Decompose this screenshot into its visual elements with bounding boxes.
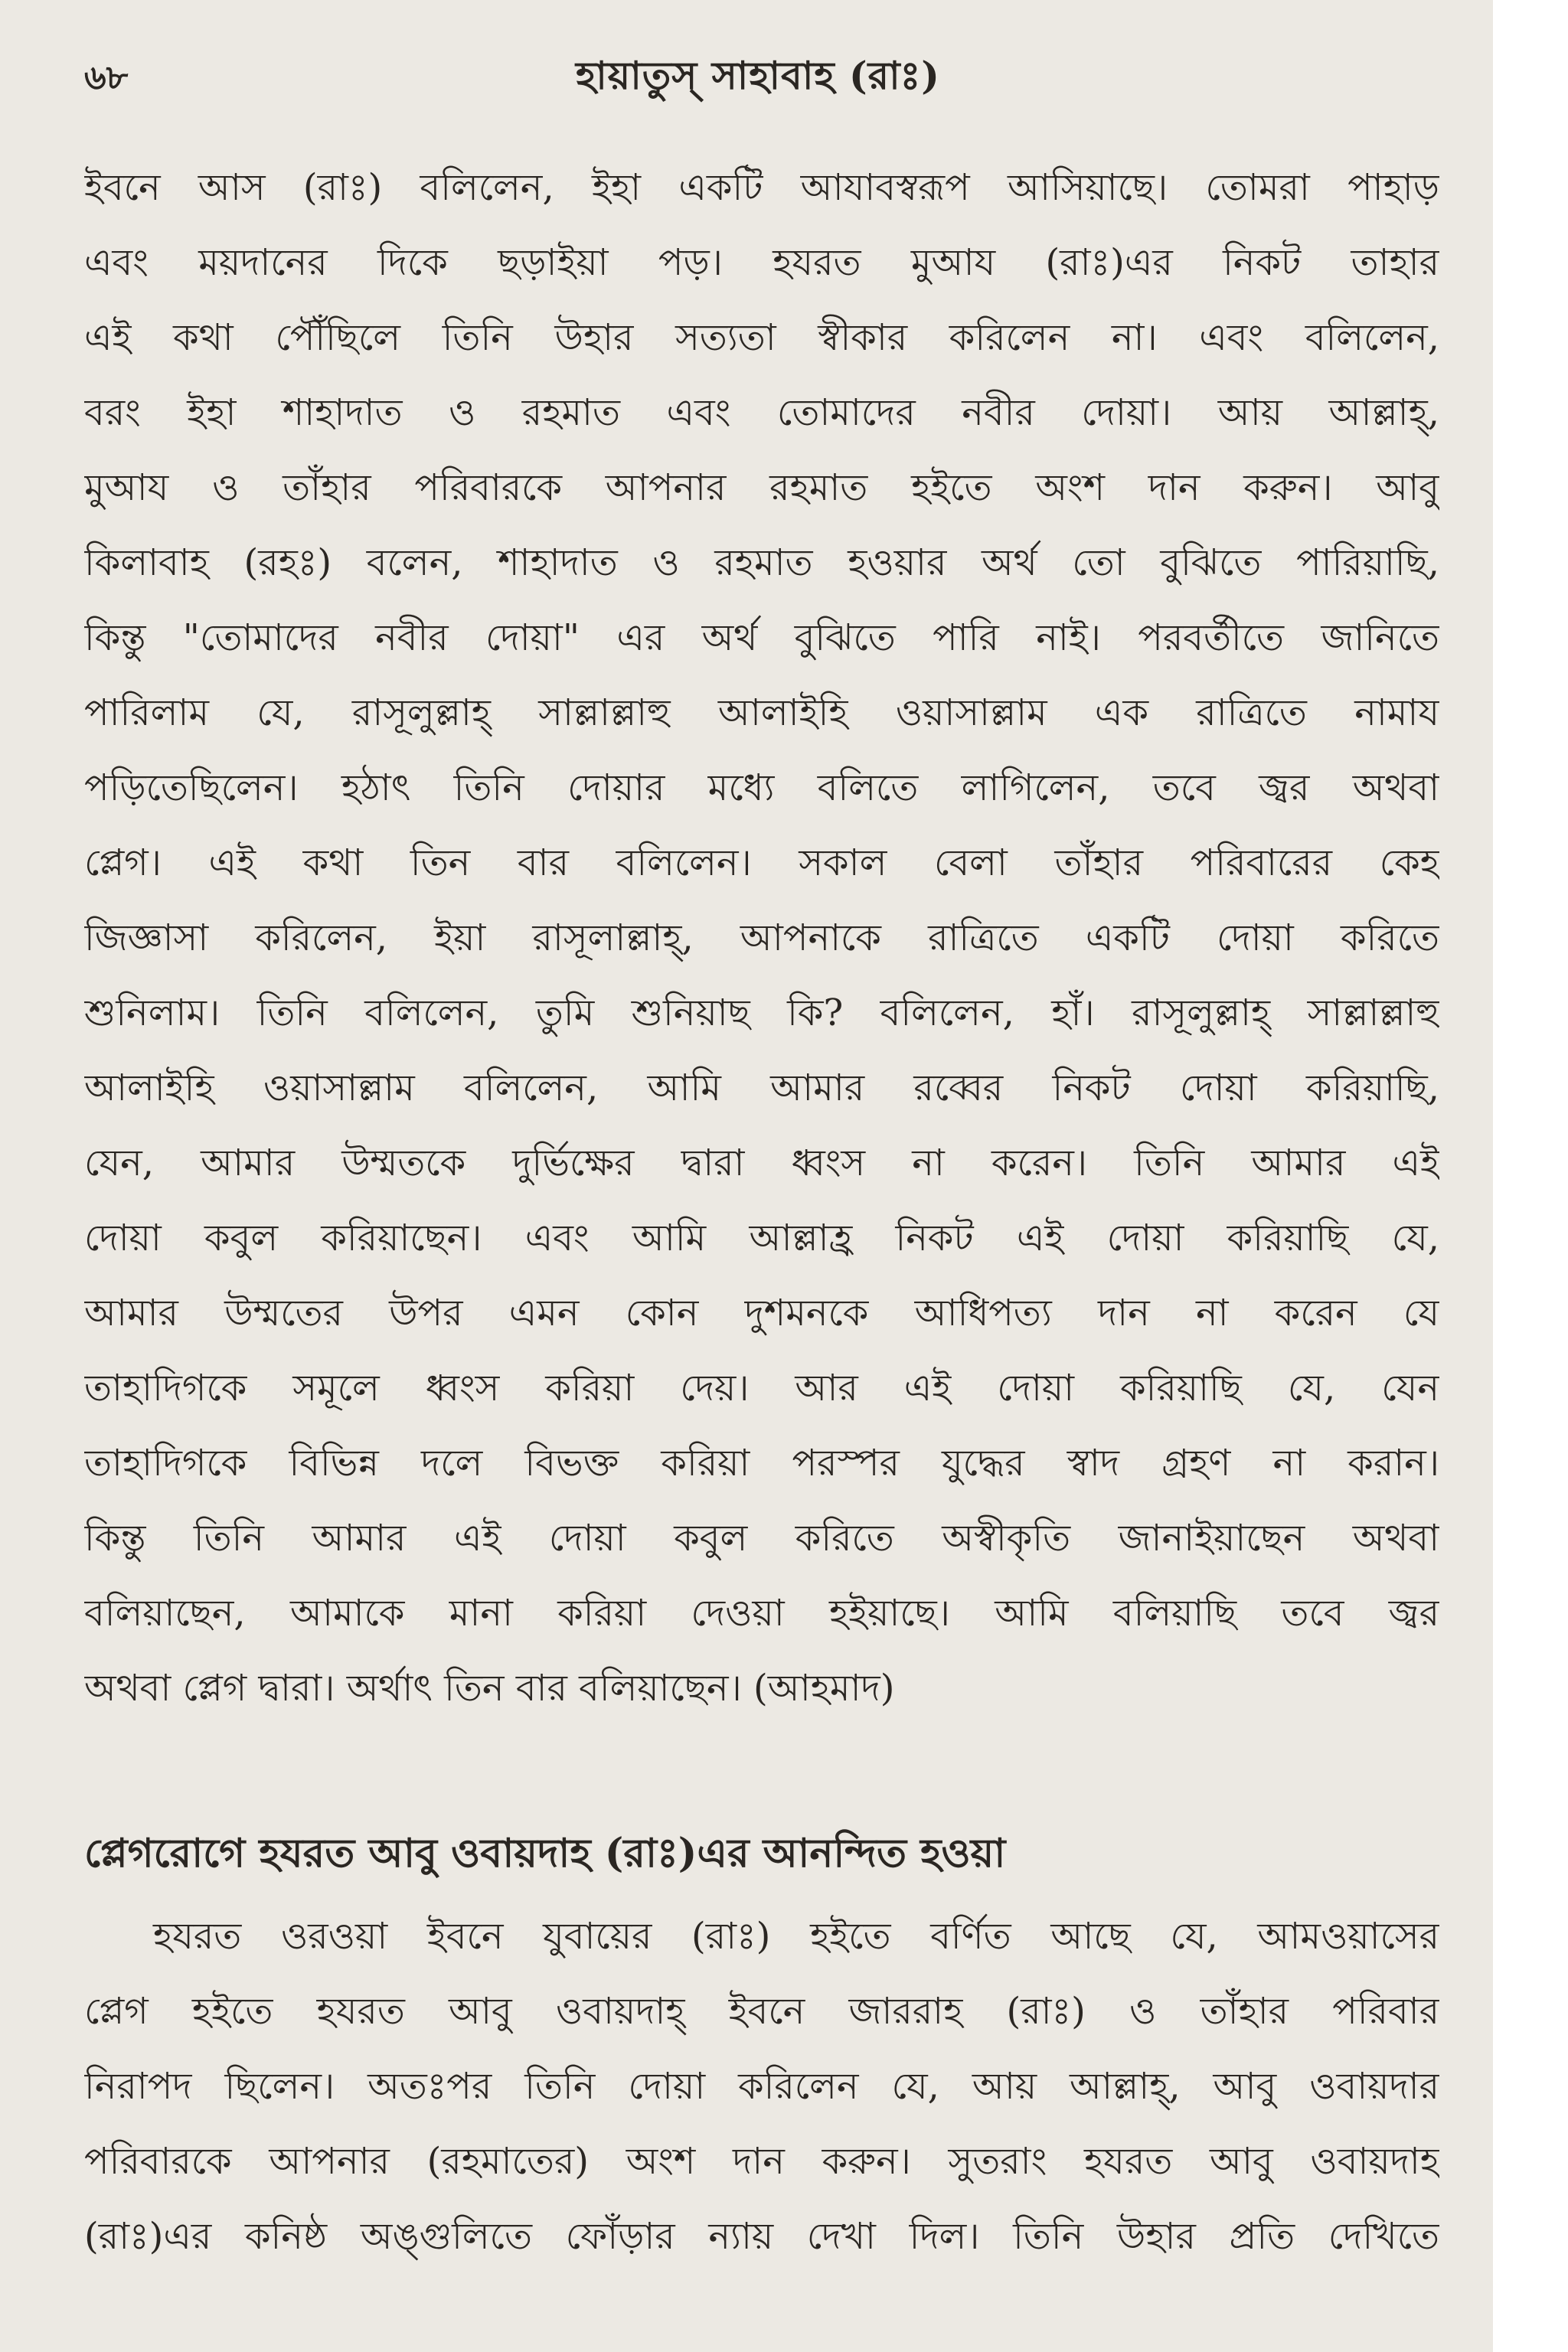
text-line: আলাইহি ওয়াসাল্লাম বলিলেন, আমি আমার রব্বের নিকট দোয়া করিয়াছি,: [84, 1067, 1439, 1109]
text-line: পরিবারকে আপনার (রহমাতের) অংশ দান করুন। সুতরাং হযরত আবু ওবায়দাহ: [84, 2140, 1439, 2183]
paragraph-1: [84, 150, 1439, 1726]
paragraph-2: [84, 1899, 1439, 2274]
text-line: ইবনে আস (রাঃ) বলিলেন, ইহা একটি আযাবস্বরূপ আসিয়াছে। তোমরা পাহাড়: [84, 166, 1439, 209]
text-line: আমার উম্মতের উপর এমন কোন দুশমনকে আধিপত্য দান না করেন যে: [84, 1292, 1439, 1334]
text-line: বলিয়াছেন, আমাকে মানা করিয়া দেওয়া হইয়াছে। আমি বলিয়াছি তবে জ্বর: [84, 1592, 1439, 1635]
text-line: শুনিলাম। তিনি বলিলেন, তুমি শুনিয়াছ কি? বলিলেন, হাঁ। রাসূলুল্লাহ্ সাল্লাল্লাহু: [84, 991, 1439, 1034]
text-line: জিজ্ঞাসা করিলেন, ইয়া রাসূলাল্লাহ্, আপনাকে রাত্রিতে একটি দোয়া করিতে: [84, 916, 1439, 959]
page-number: ৬৮: [84, 58, 129, 97]
text-line: দোয়া কবুল করিয়াছেন। এবং আমি আল্লাহ্র নিকট এই দোয়া করিয়াছি যে,: [84, 1217, 1439, 1259]
text-line: বরং ইহা শাহাদাত ও রহমাত এবং তোমাদের নবীর দোয়া। আয় আল্লাহ্,: [84, 391, 1439, 434]
text-line: কিন্তু "তোমাদের নবীর দোয়া" এর অর্থ বুঝিতে পারি নাই। পরবর্তীতে জানিতে: [84, 616, 1439, 659]
text-line: নিরাপদ ছিলেন। অতঃপর তিনি দোয়া করিলেন যে, আয় আল্লাহ্, আবু ওবায়দার: [84, 2065, 1439, 2108]
text-line: হযরত ওরওয়া ইবনে যুবায়ের (রাঃ) হইতে বর্ণিত আছে যে, আমওয়াসের: [153, 1915, 1439, 1958]
section-heading: প্লেগরোগে হযরত আবু ওবায়দাহ (রাঃ)এর আনন্দিত হওয়া: [84, 1830, 1006, 1877]
text-line: কিন্তু তিনি আমার এই দোয়া কবুল করিতে অস্বীকৃতি জানাইয়াছেন অথবা: [84, 1517, 1439, 1560]
page-header: [84, 47, 1432, 109]
text-line: পড়িতেছিলেন। হঠাৎ তিনি দোয়ার মধ্যে বলিতে লাগিলেন, তবে জ্বর অথবা: [84, 766, 1439, 809]
text-line: কিলাবাহ (রহঃ) বলেন, শাহাদাত ও রহমাত হওয়ার অর্থ তো বুঝিতে পারিয়াছি,: [84, 541, 1439, 584]
text-line: এই কথা পৌঁছিলে তিনি উহার সত্যতা স্বীকার করিলেন না। এবং বলিলেন,: [84, 316, 1439, 359]
text-line: (রাঃ)এর কনিষ্ঠ অঙ্গুলিতে ফোঁড়ার ন্যায় দেখা দিল। তিনি উহার প্রতি দেখিতে: [84, 2215, 1439, 2258]
running-title: হায়াতুস্ সাহাবাহ (রাঃ): [576, 53, 940, 98]
text-line: মুআয ও তাঁহার পরিবারকে আপনার রহমাত হইতে অংশ দান করুন। আবু: [84, 466, 1439, 509]
text-line: অথবা প্লেগ দ্বারা। অর্থাৎ তিন বার বলিয়াছেন। (আহমাদ): [84, 1667, 895, 1710]
text-line: তাহাদিগকে সমূলে ধ্বংস করিয়া দেয়। আর এই দোয়া করিয়াছি যে, যেন: [84, 1367, 1439, 1410]
text-line: প্লেগ। এই কথা তিন বার বলিলেন। সকাল বেলা তাঁহার পরিবারের কেহ: [84, 841, 1439, 884]
text-line: তাহাদিগকে বিভিন্ন দলে বিভক্ত করিয়া পরস্পর যুদ্ধের স্বাদ গ্রহণ না করান।: [84, 1442, 1439, 1485]
text-line: যেন, আমার উম্মতকে দুর্ভিক্ষের দ্বারা ধ্বংস না করেন। তিনি আমার এই: [84, 1142, 1439, 1184]
scan-margin: [1493, 0, 1568, 2352]
text-line: প্লেগ হইতে হযরত আবু ওবায়দাহ্ ইবনে জাররাহ (রাঃ) ও তাঁহার পরিবার: [84, 1990, 1439, 2033]
text-line: পারিলাম যে, রাসূলুল্লাহ্ সাল্লাল্লাহু আলাইহি ওয়াসাল্লাম এক রাত্রিতে নামায: [84, 691, 1439, 734]
text-line: এবং ময়দানের দিকে ছড়াইয়া পড়। হযরত মুআয (রাঃ)এর নিকট তাহার: [84, 241, 1439, 284]
